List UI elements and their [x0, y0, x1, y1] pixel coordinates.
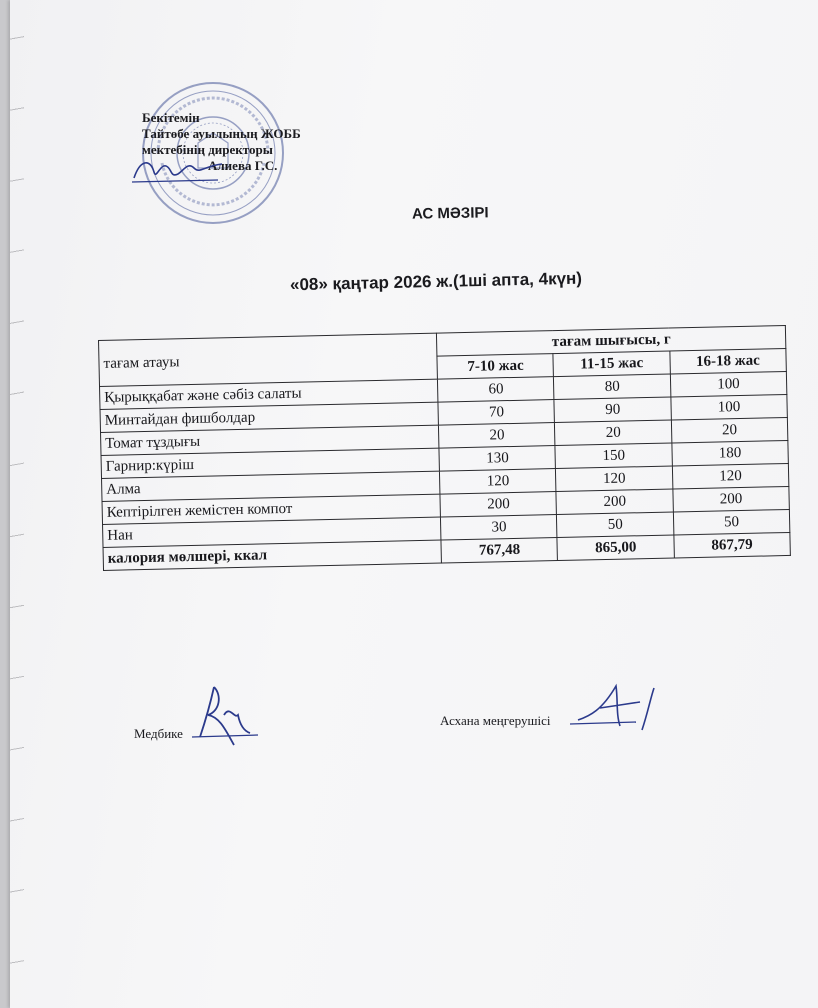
- binding-edge: [10, 0, 24, 1008]
- dish-amount: 130: [439, 446, 556, 472]
- dish-amount: 20: [671, 417, 788, 443]
- dish-amount: 20: [555, 420, 672, 446]
- calorie-label: калория мөлшері, ккал: [103, 540, 442, 570]
- approval-line-1: Бекітемін: [142, 110, 200, 125]
- dish-amount: 50: [557, 512, 674, 538]
- nurse-signature: [190, 675, 260, 755]
- dish-amount: 100: [671, 394, 788, 420]
- approval-line-3: мектебінің директоры: [142, 142, 273, 157]
- column-header-name: тағам атауы: [99, 333, 438, 386]
- dish-name: Алма: [102, 471, 441, 501]
- dish-amount: 120: [672, 463, 789, 489]
- cook-label: Асхана меңгерушісі: [440, 713, 551, 728]
- dish-amount: 50: [673, 509, 790, 535]
- dish-amount: 70: [438, 400, 555, 426]
- date-line: «08» қаңтар 2026 ж.(1ші апта, 4күн): [289, 268, 583, 295]
- dish-amount: 120: [440, 469, 557, 495]
- director-signature: [130, 150, 225, 190]
- dish-amount: 200: [556, 489, 673, 515]
- age-header: 11-15 жас: [553, 351, 670, 377]
- dish-name: Минтайдан фишболдар: [100, 402, 439, 432]
- dish-name: Нан: [103, 517, 442, 547]
- approval-line-2: Тайтөбе ауылының ЖОББ: [142, 126, 301, 141]
- calorie-value: 865,00: [557, 535, 674, 561]
- dish-name: Гарнир:күріш: [101, 448, 440, 478]
- dish-amount: 80: [554, 374, 671, 400]
- dish-amount: 120: [556, 466, 673, 492]
- column-header-output: тағам шығысы, г: [437, 326, 786, 357]
- calorie-value: 767,48: [441, 538, 558, 564]
- dish-amount: 30: [441, 515, 558, 541]
- dish-name: Томат тұздығы: [101, 425, 440, 455]
- dish-amount: 20: [439, 423, 556, 449]
- menu-table: [98, 325, 791, 571]
- age-header: 16-18 жас: [670, 348, 787, 374]
- dish-amount: 150: [555, 443, 672, 469]
- page-title: АС МӘЗІРІ: [411, 204, 489, 223]
- dish-amount: 200: [440, 492, 557, 518]
- approval-director-name: Алиева Г.С.: [208, 158, 278, 173]
- dish-amount: 200: [673, 486, 790, 512]
- cook-signature: [570, 680, 690, 735]
- dish-amount: 100: [670, 371, 787, 397]
- document-page: [10, 0, 818, 1008]
- dish-name: Қырыққабат және сәбіз салаты: [100, 379, 439, 409]
- nurse-label: Медбике: [134, 726, 183, 741]
- dish-amount: 90: [554, 397, 671, 423]
- dish-name: Кептірілген жемістен компот: [102, 494, 441, 524]
- calorie-value: 867,79: [674, 532, 791, 558]
- dish-amount: 180: [672, 440, 789, 466]
- dish-amount: 60: [438, 377, 555, 403]
- age-header: 7-10 жас: [437, 354, 554, 380]
